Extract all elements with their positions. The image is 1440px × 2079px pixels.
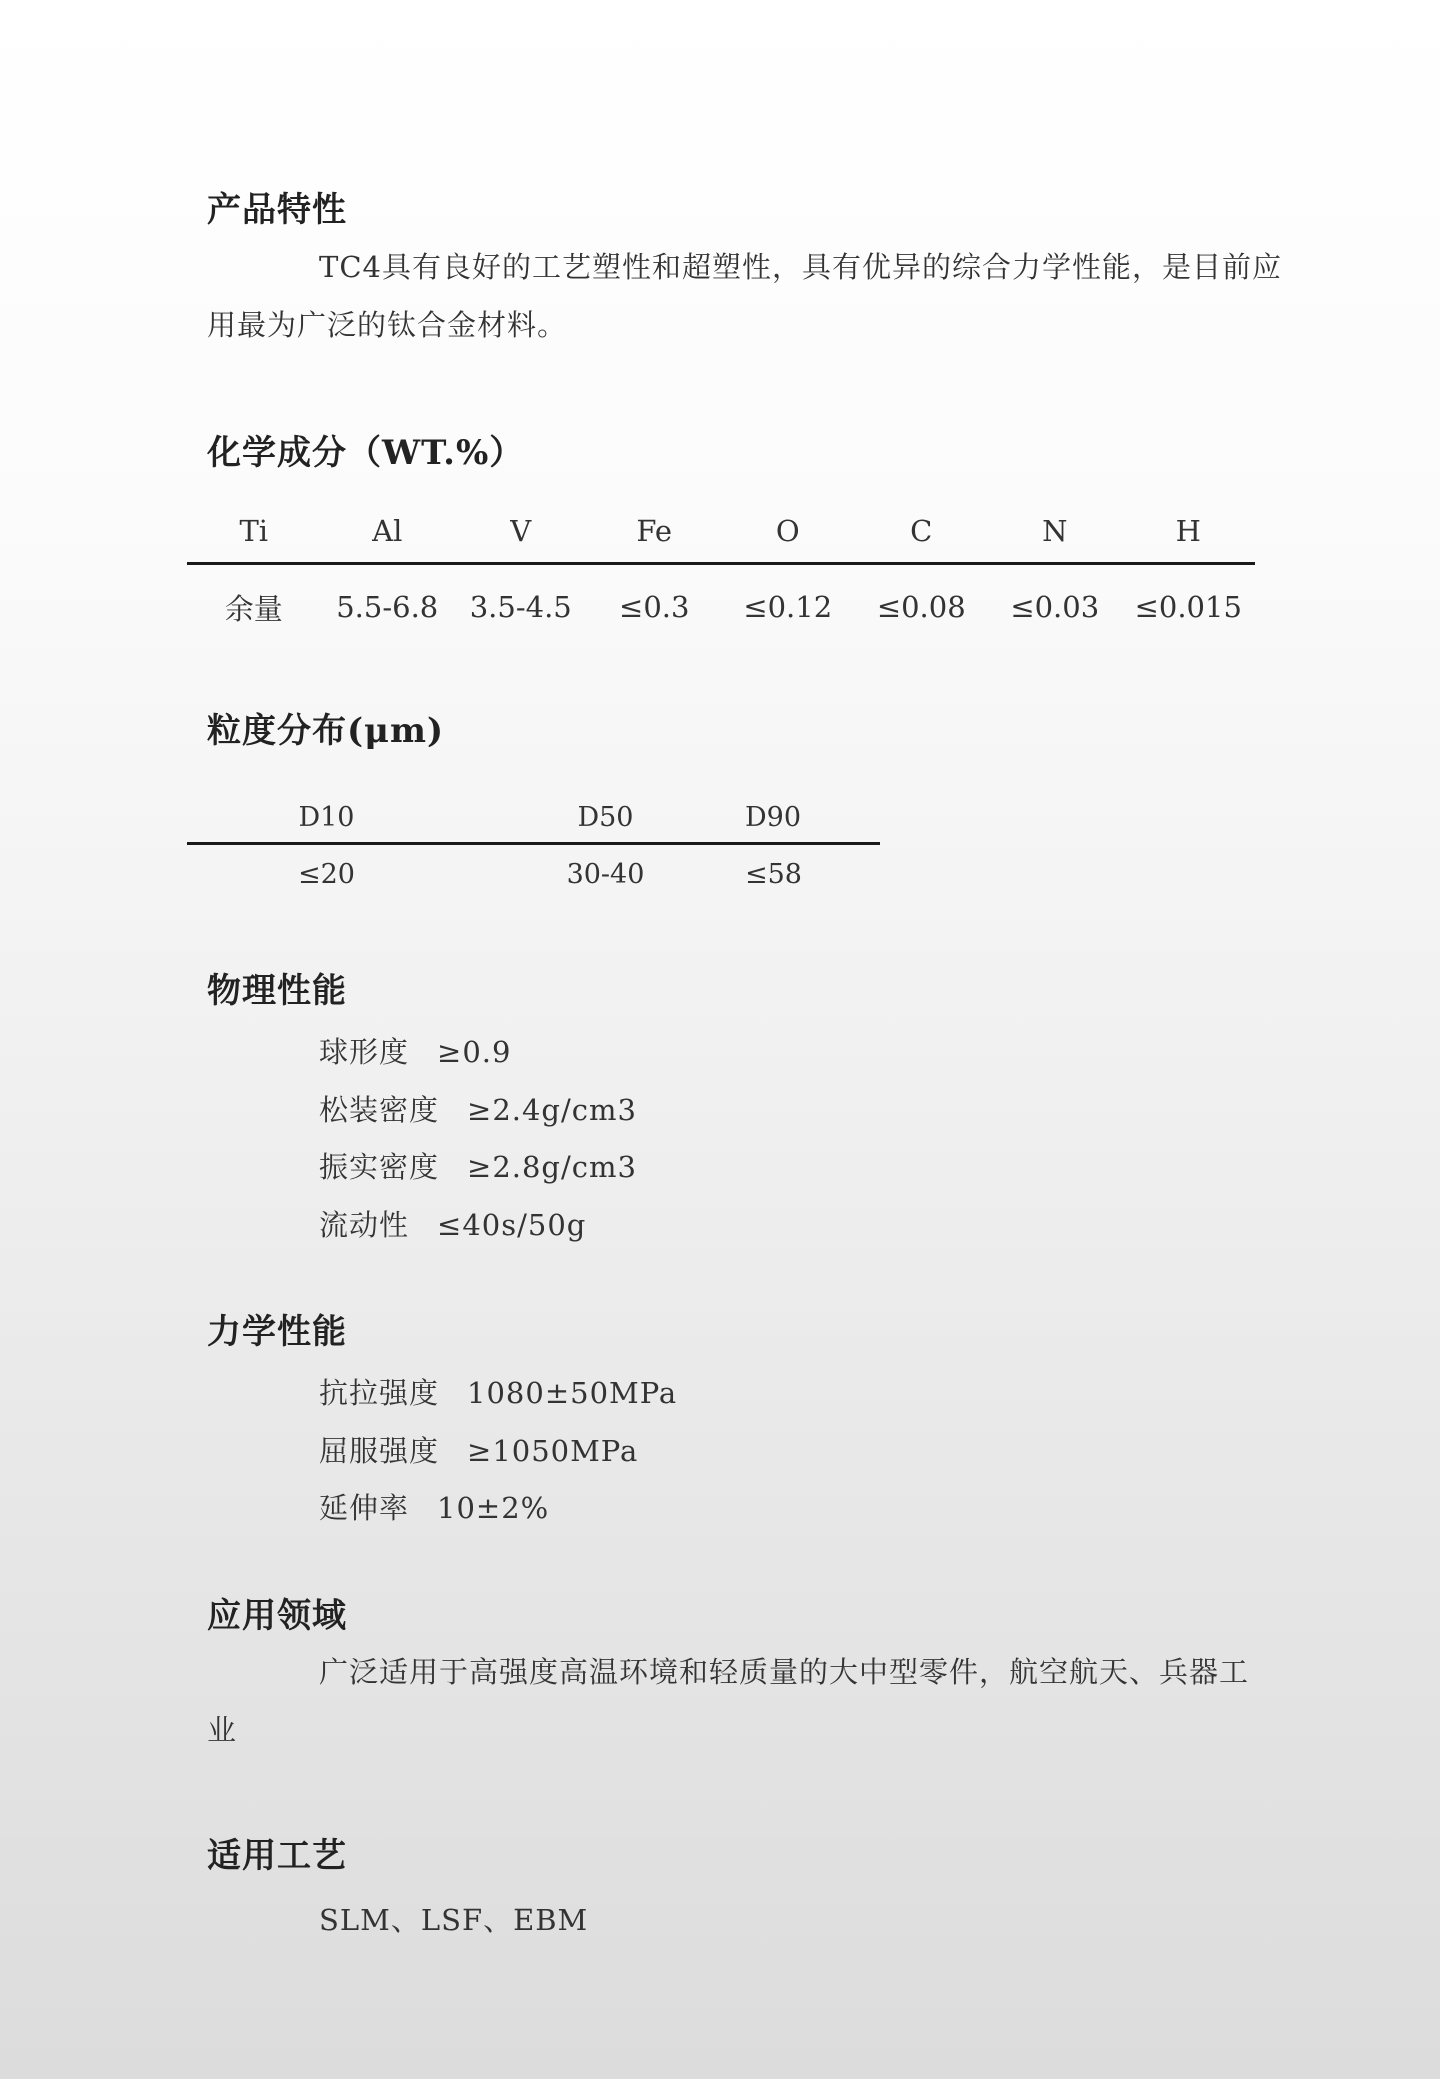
physical-item-bulk-density [319,1088,637,1129]
chemistry-value-row [187,565,1255,649]
chemistry-header-v: V [510,514,532,548]
process-heading: 适用工艺 [207,1836,347,1876]
physical-item-label: 球形度 [319,1035,410,1069]
physical-item-label: 松装密度 [319,1093,440,1127]
mechanical-item-label: 延伸率 [319,1491,410,1525]
physical-item-value: ≥0.9 [437,1035,512,1069]
chemistry-value-n: ≤0.03 [1010,590,1100,624]
chemistry-header-h: H [1175,514,1201,548]
mechanical-item-elongation [319,1486,549,1527]
application-paragraph: 广泛适用于高强度高温环境和轻质量的大中型零件，航空航天、兵器工业 [207,1655,1250,1747]
chemistry-value-c: ≤0.08 [876,590,966,624]
particle-header-d10: D10 [298,801,355,833]
particle-value-row [187,845,880,903]
physical-item-value: ≥2.8g/cm3 [467,1150,637,1184]
physical-heading: 物理性能 [207,971,347,1011]
mechanical-heading: 力学性能 [207,1312,347,1352]
particle-heading: 粒度分布(μm) [207,711,445,751]
particle-header-d90: D90 [745,801,802,833]
mechanical-item-value: 10±2% [437,1491,550,1525]
physical-item-label: 振实密度 [319,1150,440,1184]
mechanical-item-tensile [319,1371,677,1412]
chemistry-value-o: ≤0.12 [743,590,833,624]
chemistry-value-h: ≤0.015 [1134,590,1242,624]
mechanical-item-value: 1080±50MPa [467,1376,678,1410]
features-heading: 产品特性 [207,190,347,230]
features-paragraph: TC4具有良好的工艺塑性和超塑性，具有优异的综合力学性能，是目前应用最为广泛的钛合金材料。 [207,250,1282,342]
chemistry-value-fe: ≤0.3 [619,590,690,624]
chemistry-table [187,500,1255,649]
particle-value-d90: ≤58 [745,858,802,890]
physical-item-sphericity [319,1030,511,1071]
mechanical-item-yield [319,1429,638,1470]
particle-value-d50: 30-40 [566,858,645,890]
particle-header-row [187,792,880,842]
physical-item-value: ≤40s/50g [437,1208,587,1242]
chemistry-value-v: 3.5-4.5 [469,590,572,624]
application-heading: 应用领域 [207,1596,347,1636]
particle-value-d10: ≤20 [298,858,355,890]
mechanical-item-label: 抗拉强度 [319,1376,440,1410]
physical-item-value: ≥2.4g/cm3 [467,1093,637,1127]
chemistry-heading: 化学成分（WT.%） [207,433,525,473]
chemistry-header-ti: Ti [239,514,269,548]
physical-item-label: 流动性 [319,1208,410,1242]
chemistry-header-c: C [910,514,933,548]
process-text: SLM、LSF、EBM [319,1903,589,1937]
physical-item-flowability [319,1203,586,1244]
chemistry-header-n: N [1042,514,1068,548]
chemistry-header-o: O [775,514,800,548]
particle-table [187,792,880,903]
chemistry-header-row [187,500,1255,562]
chemistry-value-al: 5.5-6.8 [336,590,439,624]
chemistry-header-fe: Fe [636,514,673,548]
physical-item-tap-density [319,1145,637,1186]
chemistry-header-al: Al [372,514,403,548]
mechanical-item-value: ≥1050MPa [467,1434,639,1468]
mechanical-item-label: 屈服强度 [319,1434,440,1468]
chemistry-value-ti: 余量 [224,591,283,626]
particle-header-d50: D50 [577,801,634,833]
